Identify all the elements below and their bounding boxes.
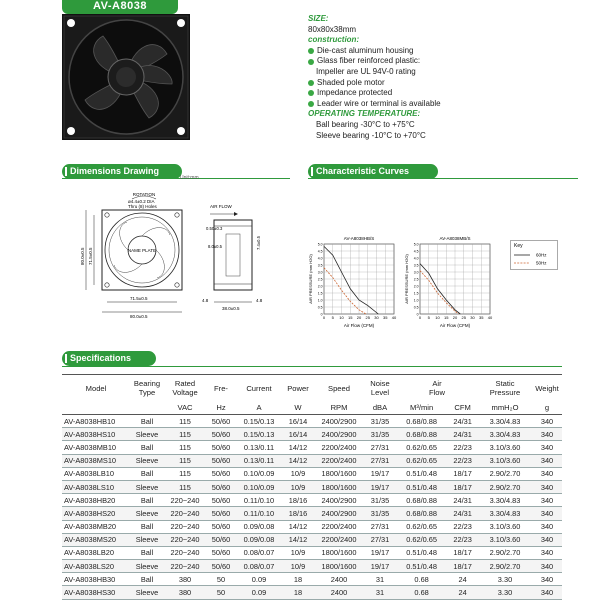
temp-ball: Ball bearing -30°C to +75°C (316, 119, 415, 129)
table-cell: 0.11/0.10 (236, 494, 282, 507)
model-cell: AV-A8038HS10 (62, 428, 130, 441)
table-cell: 2400/2900 (314, 507, 364, 520)
x-tick-label: 15 (444, 315, 449, 320)
bullet-icon (308, 90, 314, 96)
col-power: Power (287, 383, 309, 393)
table-cell: 340 (532, 441, 562, 454)
y-tick-label: 0 (416, 312, 419, 317)
x-tick-label: 10 (435, 315, 440, 320)
bullet-icon (308, 59, 314, 65)
table-cell: 0.51/0.48 (396, 480, 447, 493)
table-cell: 50 (206, 586, 236, 599)
table-cell: 0.15/0.13 (236, 428, 282, 441)
table-cell: Sleeve (130, 560, 164, 573)
table-cell: 0.09 (236, 586, 282, 599)
table-cell: 380 (164, 586, 206, 599)
table-cell: 220~240 (164, 494, 206, 507)
table-cell: 115 (164, 480, 206, 493)
model-cell: AV-A8038HB30 (62, 573, 130, 586)
table-cell: 16/14 (282, 428, 314, 441)
table-cell: 2400 (314, 586, 364, 599)
table-cell: 18 (282, 573, 314, 586)
table-cell: 50/60 (206, 533, 236, 546)
y-tick-label: 2.0 (413, 284, 419, 289)
table-cell: 0.09 (236, 573, 282, 586)
table-cell: 14/12 (282, 454, 314, 467)
spec-bullet: Die-cast aluminum housing (308, 46, 588, 57)
x-tick-label: 5 (427, 315, 430, 320)
x-tick-label: 5 (331, 315, 334, 320)
table-cell: 115 (164, 428, 206, 441)
y-tick-label: 1.5 (317, 291, 323, 296)
model-cell: AV-A8038MB10 (62, 441, 130, 454)
model-cell: AV-A8038LB10 (62, 467, 130, 480)
table-cell: 2400/2900 (314, 415, 364, 428)
table-cell: 0.10/0.09 (236, 467, 282, 480)
y-tick-label: 3.0 (413, 270, 419, 275)
table-cell: 340 (532, 415, 562, 428)
table-row (62, 586, 562, 599)
table-cell: 220~240 (164, 507, 206, 520)
section-rule (62, 366, 562, 367)
col-pressure: Static Pressure (489, 379, 521, 397)
table-cell: 2400/2900 (314, 494, 364, 507)
spec-bullet: Impedance protected (308, 88, 588, 99)
table-cell: 50/60 (206, 560, 236, 573)
dim-8-0-label: 8.0±0.5 (208, 244, 222, 249)
table-cell: 0.09/0.08 (236, 533, 282, 546)
table-cell: 3.10/3.60 (478, 441, 532, 454)
table-cell: 340 (532, 494, 562, 507)
table-cell: 50/60 (206, 454, 236, 467)
table-cell: 220~240 (164, 560, 206, 573)
table-cell: 0.62/0.65 (396, 520, 447, 533)
x-tick-label: 35 (479, 315, 484, 320)
legend-title: Key (514, 243, 523, 249)
table-cell: 24/31 (447, 428, 478, 441)
table-cell: 22/23 (447, 520, 478, 533)
table-cell: 3.30 (478, 573, 532, 586)
table-cell: 115 (164, 415, 206, 428)
table-cell: 340 (532, 573, 562, 586)
bullet-icon (308, 80, 314, 86)
table-cell: 50 (206, 573, 236, 586)
table-cell: 22/23 (447, 454, 478, 467)
table-cell: 2200/2400 (314, 520, 364, 533)
table-row (62, 441, 562, 454)
temp-sleeve: Sleeve bearing -10°C to +70°C (316, 130, 426, 140)
table-cell: 115 (164, 441, 206, 454)
table-cell: 0.68/0.88 (396, 507, 447, 520)
dim-0-5-label: 0.50±0.3 (206, 226, 223, 231)
curve-chart-hb (308, 232, 400, 332)
table-row (62, 480, 562, 493)
x-tick-label: 20 (356, 315, 362, 320)
model-cell: AV-A8038HB10 (62, 415, 130, 428)
table-cell: 0.62/0.65 (396, 454, 447, 467)
table-cell: Ball (130, 546, 164, 559)
section-rule (308, 178, 578, 179)
table-cell: 31/35 (364, 415, 396, 428)
y-tick-label: 0.5 (413, 305, 419, 310)
series-line (420, 264, 460, 314)
bullet-icon (308, 101, 314, 107)
table-cell: 3.10/3.60 (478, 533, 532, 546)
table-cell: 340 (532, 520, 562, 533)
table-cell: 10/9 (282, 480, 314, 493)
x-tick-label: 20 (452, 315, 458, 320)
model-cell: AV-A8038LS10 (62, 480, 130, 493)
table-cell: 0.13/0.11 (236, 454, 282, 467)
table-cell: 27/31 (364, 441, 396, 454)
y-tick-label: 2.5 (317, 277, 323, 282)
air-flow-label: AIR FLOW (210, 204, 232, 209)
col-noise: Noise Level (370, 379, 390, 397)
table-cell: 0.51/0.48 (396, 546, 447, 559)
model-cell: AV-A8038MS10 (62, 454, 130, 467)
table-cell: 27/31 (364, 454, 396, 467)
table-row (62, 467, 562, 480)
table-cell: 340 (532, 533, 562, 546)
table-cell: 31 (364, 573, 396, 586)
y-tick-label: 1.5 (413, 291, 419, 296)
table-cell: 220~240 (164, 533, 206, 546)
rotation-label: ROTATION (132, 192, 156, 197)
table-cell: 0.68/0.88 (396, 428, 447, 441)
dim-38-label: 38.0±0.5 (222, 306, 240, 311)
table-cell: 3.10/3.60 (478, 520, 532, 533)
col-speed: Speed (328, 383, 350, 393)
model-cell: AV-A8038HB20 (62, 494, 130, 507)
table-cell: 340 (532, 480, 562, 493)
table-row (62, 494, 562, 507)
table-row (62, 546, 562, 559)
x-tick-label: 0 (322, 315, 326, 320)
x-tick-label: 40 (391, 315, 397, 320)
table-cell: Ball (130, 573, 164, 586)
dim-71-5-horizontal: 71.5±0.5 (130, 296, 148, 301)
table-cell: 19/17 (364, 480, 396, 493)
table-cell: 0.68 (396, 573, 447, 586)
dimensions-drawing (62, 190, 292, 330)
table-cell: 50/60 (206, 415, 236, 428)
table-cell: 340 (532, 467, 562, 480)
table-cell: 2.90/2.70 (478, 467, 532, 480)
y-tick-label: 2.5 (413, 277, 419, 282)
y-tick-label: 0 (320, 312, 323, 317)
table-body (62, 415, 562, 600)
table-cell: 18/17 (447, 560, 478, 573)
model-cell: AV-A8038LB20 (62, 546, 130, 559)
y-tick-label: 4.5 (413, 249, 419, 254)
table-cell: 2200/2400 (314, 454, 364, 467)
table-cell: Sleeve (130, 428, 164, 441)
y-tick-label: 5.0 (413, 242, 419, 247)
spec-bullet: Glass fiber reinforced plastic: (308, 56, 588, 67)
table-cell: 2400/2900 (314, 428, 364, 441)
legend-label-50hz: 50Hz (536, 260, 547, 266)
table-cell: 0.68 (396, 586, 447, 599)
table-cell: 24/31 (447, 494, 478, 507)
table-cell: 340 (532, 454, 562, 467)
holes-label: ø4.4±0.2 DIA (128, 199, 155, 204)
table-cell: 31 (364, 586, 396, 599)
y-tick-label: 4.0 (413, 256, 419, 261)
table-cell: 0.51/0.48 (396, 560, 447, 573)
size-value: 80x80x38mm (308, 24, 357, 34)
legend-label-60hz: 60Hz (536, 252, 547, 258)
table-cell: 24 (447, 586, 478, 599)
table-cell: 18/17 (447, 546, 478, 559)
table-cell: 2.90/2.70 (478, 480, 532, 493)
table-cell: 0.09/0.08 (236, 520, 282, 533)
table-cell: 2400 (314, 573, 364, 586)
table-cell: 1800/1600 (314, 480, 364, 493)
y-tick-label: 1.0 (317, 298, 323, 303)
x-axis-label: Air Flow (CFM) (439, 323, 471, 328)
table-cell: 18 (282, 586, 314, 599)
table-cell: 3.30/4.83 (478, 415, 532, 428)
dim-71-5-vertical: 71.5±0.5 (88, 247, 93, 265)
table-cell: 3.30/4.83 (478, 507, 532, 520)
curve-legend (510, 240, 558, 270)
construction-heading: construction: (308, 35, 360, 45)
table-cell: 220~240 (164, 546, 206, 559)
spec-sub-line: Impeller are UL 94V-0 rating (316, 66, 416, 76)
y-tick-label: 4.5 (317, 249, 323, 254)
y-axis-label: AIR PRESSURE (mm H2O) (308, 254, 313, 304)
unit-note: Unit:mm (180, 175, 199, 181)
chart-title: AV-A8038MB/S (439, 236, 471, 241)
table-cell: 18/17 (447, 480, 478, 493)
series-line (324, 246, 378, 314)
table-cell: 18/17 (447, 467, 478, 480)
section-curves-header: Characteristic Curves (308, 164, 438, 179)
table-cell: 50/60 (206, 428, 236, 441)
table-cell: 2200/2400 (314, 533, 364, 546)
table-cell: 0.51/0.48 (396, 467, 447, 480)
table-cell: 2.90/2.70 (478, 560, 532, 573)
table-cell: 340 (532, 546, 562, 559)
y-tick-label: 2.0 (317, 284, 323, 289)
x-tick-label: 25 (365, 315, 370, 320)
table-row (62, 560, 562, 573)
table-cell: 2.90/2.70 (478, 546, 532, 559)
table-cell: 50/60 (206, 441, 236, 454)
table-cell: 1800/1600 (314, 560, 364, 573)
table-row (62, 507, 562, 520)
model-cell: AV-A8038HS20 (62, 507, 130, 520)
size-heading: SIZE: (308, 14, 329, 23)
table-cell: 3.30 (478, 586, 532, 599)
y-tick-label: 0.5 (317, 305, 323, 310)
table-cell: 18/16 (282, 494, 314, 507)
model-cell: AV-A8038HS30 (62, 586, 130, 599)
table-cell: 16/14 (282, 415, 314, 428)
table-cell: 0.10/0.09 (236, 480, 282, 493)
y-tick-label: 5.0 (317, 242, 323, 247)
table-cell: 0.62/0.65 (396, 533, 447, 546)
table-cell: 19/17 (364, 560, 396, 573)
model-cell: AV-A8038MB20 (62, 520, 130, 533)
holes-label-2: Thru (8) Holes (128, 204, 157, 209)
fan-product-photo (62, 14, 190, 140)
table-cell: 0.68/0.88 (396, 415, 447, 428)
x-tick-label: 25 (461, 315, 466, 320)
table-row (62, 415, 562, 428)
dim-7-4-label: 7.4±0.5 (256, 236, 261, 250)
table-units-row: VAC Hz A W RPM dBA M³/min CFM mmH₂O g (62, 401, 562, 415)
table-cell: Ball (130, 520, 164, 533)
table-cell: 31/35 (364, 494, 396, 507)
table-cell: 0.68/0.88 (396, 494, 447, 507)
table-cell: 50/60 (206, 480, 236, 493)
temperature-heading: OPERATING TEMPERATURE: (308, 109, 421, 119)
col-frequency: Fre- (214, 383, 228, 393)
dim-4-8-left: 4.8 (202, 298, 209, 303)
table-cell: 22/23 (447, 533, 478, 546)
table-cell: Sleeve (130, 586, 164, 599)
table-cell: 50/60 (206, 507, 236, 520)
table-cell: 19/17 (364, 546, 396, 559)
table-cell: 0.13/0.11 (236, 441, 282, 454)
table-cell: Ball (130, 415, 164, 428)
y-axis-label: AIR PRESSURE (mm H2O) (404, 254, 409, 304)
spec-list (308, 14, 588, 141)
table-cell: 31/35 (364, 507, 396, 520)
table-cell: 1800/1600 (314, 546, 364, 559)
x-tick-label: 30 (374, 315, 379, 320)
table-cell: 10/9 (282, 467, 314, 480)
table-cell: 0.08/0.07 (236, 560, 282, 573)
col-current: Current (246, 383, 272, 393)
y-tick-label: 3.5 (317, 263, 323, 268)
table-cell: 115 (164, 467, 206, 480)
table-row (62, 573, 562, 586)
table-row (62, 533, 562, 546)
model-title-tab: AV-A8038 (62, 0, 178, 14)
x-tick-label: 10 (339, 315, 344, 320)
curve-chart-mb (404, 232, 498, 332)
x-tick-label: 0 (418, 315, 422, 320)
table-cell: 340 (532, 560, 562, 573)
x-tick-label: 35 (383, 315, 388, 320)
dim-80-horizontal: 80.0±0.5 (130, 314, 148, 319)
table-cell: 27/31 (364, 520, 396, 533)
table-cell: 14/12 (282, 533, 314, 546)
table-row (62, 520, 562, 533)
table-cell: 3.30/4.83 (478, 494, 532, 507)
col-model: Model (85, 383, 107, 393)
bullet-icon (308, 48, 314, 54)
section-dimensions-header: Dimensions Drawing (62, 164, 182, 179)
table-cell: 10/9 (282, 560, 314, 573)
table-cell: 3.30/4.83 (478, 428, 532, 441)
table-cell: 18/16 (282, 507, 314, 520)
name-plate-label: NAME PLATE (127, 248, 157, 253)
col-weight: Weight (535, 383, 559, 393)
x-tick-label: 40 (487, 315, 493, 320)
y-tick-label: 1.0 (413, 298, 419, 303)
table-cell: 340 (532, 586, 562, 599)
col-bearing: Bearing Type (133, 379, 161, 397)
table-cell: 24/31 (447, 415, 478, 428)
table-cell: 3.10/3.60 (478, 454, 532, 467)
spec-bullet: Leader wire or terminal is available (308, 99, 588, 110)
table-cell: 19/17 (364, 467, 396, 480)
table-row (62, 454, 562, 467)
table-cell: 115 (164, 454, 206, 467)
table-cell: Sleeve (130, 480, 164, 493)
specifications-table (62, 374, 562, 600)
y-tick-label: 4.0 (317, 256, 323, 261)
table-cell: 50/60 (206, 467, 236, 480)
table-cell: 380 (164, 573, 206, 586)
table-cell: Sleeve (130, 507, 164, 520)
table-cell: 31/35 (364, 428, 396, 441)
table-cell: 0.62/0.65 (396, 441, 447, 454)
dim-80-vertical: 80.0±0.5 (80, 247, 85, 265)
table-cell: 0.11/0.10 (236, 507, 282, 520)
table-cell: Ball (130, 494, 164, 507)
table-cell: 340 (532, 507, 562, 520)
col-airflow: Air Flow (428, 379, 446, 397)
col-voltage: Rated Voltage (172, 379, 198, 397)
table-cell: 24/31 (447, 507, 478, 520)
table-cell: 340 (532, 428, 562, 441)
section-rule (62, 178, 290, 179)
table-cell: 22/23 (447, 441, 478, 454)
table-cell: 14/12 (282, 441, 314, 454)
table-cell: 10/9 (282, 546, 314, 559)
y-tick-label: 3.0 (317, 270, 323, 275)
table-cell: 0.08/0.07 (236, 546, 282, 559)
table-cell: 50/60 (206, 494, 236, 507)
chart-title: AV-A8038HB/S (343, 236, 375, 241)
table-row (62, 428, 562, 441)
table-cell: Ball (130, 441, 164, 454)
table-cell: 50/60 (206, 520, 236, 533)
table-cell: 2200/2400 (314, 441, 364, 454)
table-cell: Ball (130, 467, 164, 480)
section-specifications-header: Specifications (62, 351, 156, 366)
table-cell: 1800/1600 (314, 467, 364, 480)
model-cell: AV-A8038MS20 (62, 533, 130, 546)
x-tick-label: 30 (470, 315, 475, 320)
table-cell: 14/12 (282, 520, 314, 533)
model-cell: AV-A8038LS20 (62, 560, 130, 573)
dim-4-8-right: 4.8 (256, 298, 263, 303)
table-cell: Sleeve (130, 454, 164, 467)
table-cell: 27/31 (364, 533, 396, 546)
table-cell: 50/60 (206, 546, 236, 559)
table-cell: 24 (447, 573, 478, 586)
x-tick-label: 15 (348, 315, 353, 320)
table-header-row (62, 375, 562, 402)
table-cell: Sleeve (130, 533, 164, 546)
spec-bullet: Shaded pole motor (308, 78, 588, 89)
x-axis-label: Air Flow (CFM) (343, 323, 375, 328)
table-cell: 0.15/0.13 (236, 415, 282, 428)
table-cell: 220~240 (164, 520, 206, 533)
y-tick-label: 3.5 (413, 263, 419, 268)
